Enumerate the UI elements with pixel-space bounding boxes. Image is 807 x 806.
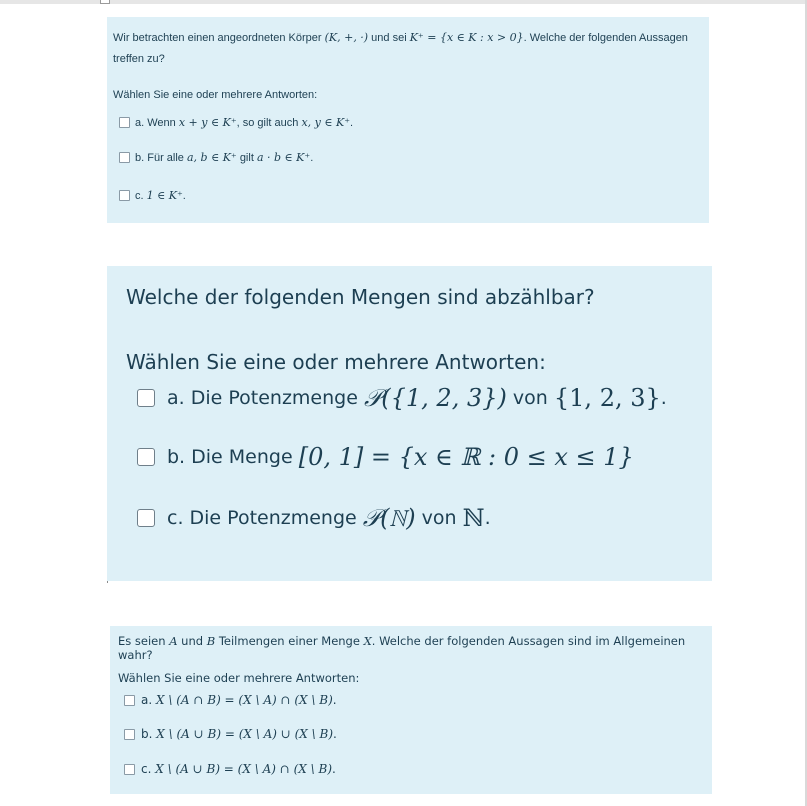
page-marker xyxy=(100,0,110,4)
checkbox-c[interactable] xyxy=(137,509,155,527)
checkbox-c[interactable] xyxy=(119,190,130,201)
answer-option-c[interactable]: c. 1 ∈ K⁺ . xyxy=(119,189,186,202)
question-text: Es seien A und B Teilmengen einer Menge X. Welche der folgenden Aussagen sind im Allgemeinen wahr? xyxy=(118,634,686,662)
answer-option-c[interactable]: c. Die Potenzmenge 𝒫(ℕ) von ℕ . xyxy=(137,504,491,532)
question-text: Welche der folgenden Mengen sind abzählbar? xyxy=(126,285,595,309)
checkbox-b[interactable] xyxy=(124,729,135,740)
checkbox-b[interactable] xyxy=(137,448,155,466)
answer-prompt: Wählen Sie eine oder mehrere Antworten: xyxy=(118,671,360,685)
checkbox-a[interactable] xyxy=(124,695,135,706)
answer-prompt: Wählen Sie eine oder mehrere Antworten: xyxy=(126,350,546,374)
answer-option-b[interactable]: b. Die Menge [0, 1] = {x ∈ ℝ : 0 ≤ x ≤ 1} xyxy=(137,443,634,471)
question-card-1 xyxy=(107,17,709,223)
answer-option-b[interactable]: b. Für alle a, b ∈ K⁺ gilt a · b ∈ K⁺ . xyxy=(119,151,313,164)
math-positive-set: K⁺ = {x ∈ K : x > 0} xyxy=(409,31,524,44)
page-top-border xyxy=(0,0,807,4)
answer-option-b[interactable]: b. X \ (A ∪ B) = (X \ A) ∪ (X \ B) . xyxy=(124,727,337,741)
checkbox-b[interactable] xyxy=(119,152,130,163)
checkbox-c[interactable] xyxy=(124,764,135,775)
answer-option-a[interactable]: a. Die Potenzmenge 𝒫({1, 2, 3}) von {1, 2, 3} . xyxy=(137,384,667,412)
answer-option-a[interactable]: a. Wenn x + y ∈ K⁺ , so gilt auch x, y ∈ K⁺ . xyxy=(119,116,353,129)
answer-prompt: Wählen Sie eine oder mehrere Antworten: xyxy=(113,89,318,101)
checkbox-a[interactable] xyxy=(119,117,130,128)
answer-option-a[interactable]: a. X \ (A ∩ B) = (X \ A) ∩ (X \ B) . xyxy=(124,693,337,707)
question-text: Wir betrachten einen angeordneten Körper (K, +, ·) und sei K⁺ = {x ∈ K : x > 0}. Welche der folgenden Aussagen treffen zu? xyxy=(113,31,688,65)
math-field: (K, +, ·) xyxy=(324,31,369,44)
answer-option-c[interactable]: c. X \ (A ∪ B) = (X \ A) ∩ (X \ B) . xyxy=(124,762,336,776)
checkbox-a[interactable] xyxy=(137,389,155,407)
question-card-3 xyxy=(110,626,712,794)
question-card-2 xyxy=(107,266,712,581)
